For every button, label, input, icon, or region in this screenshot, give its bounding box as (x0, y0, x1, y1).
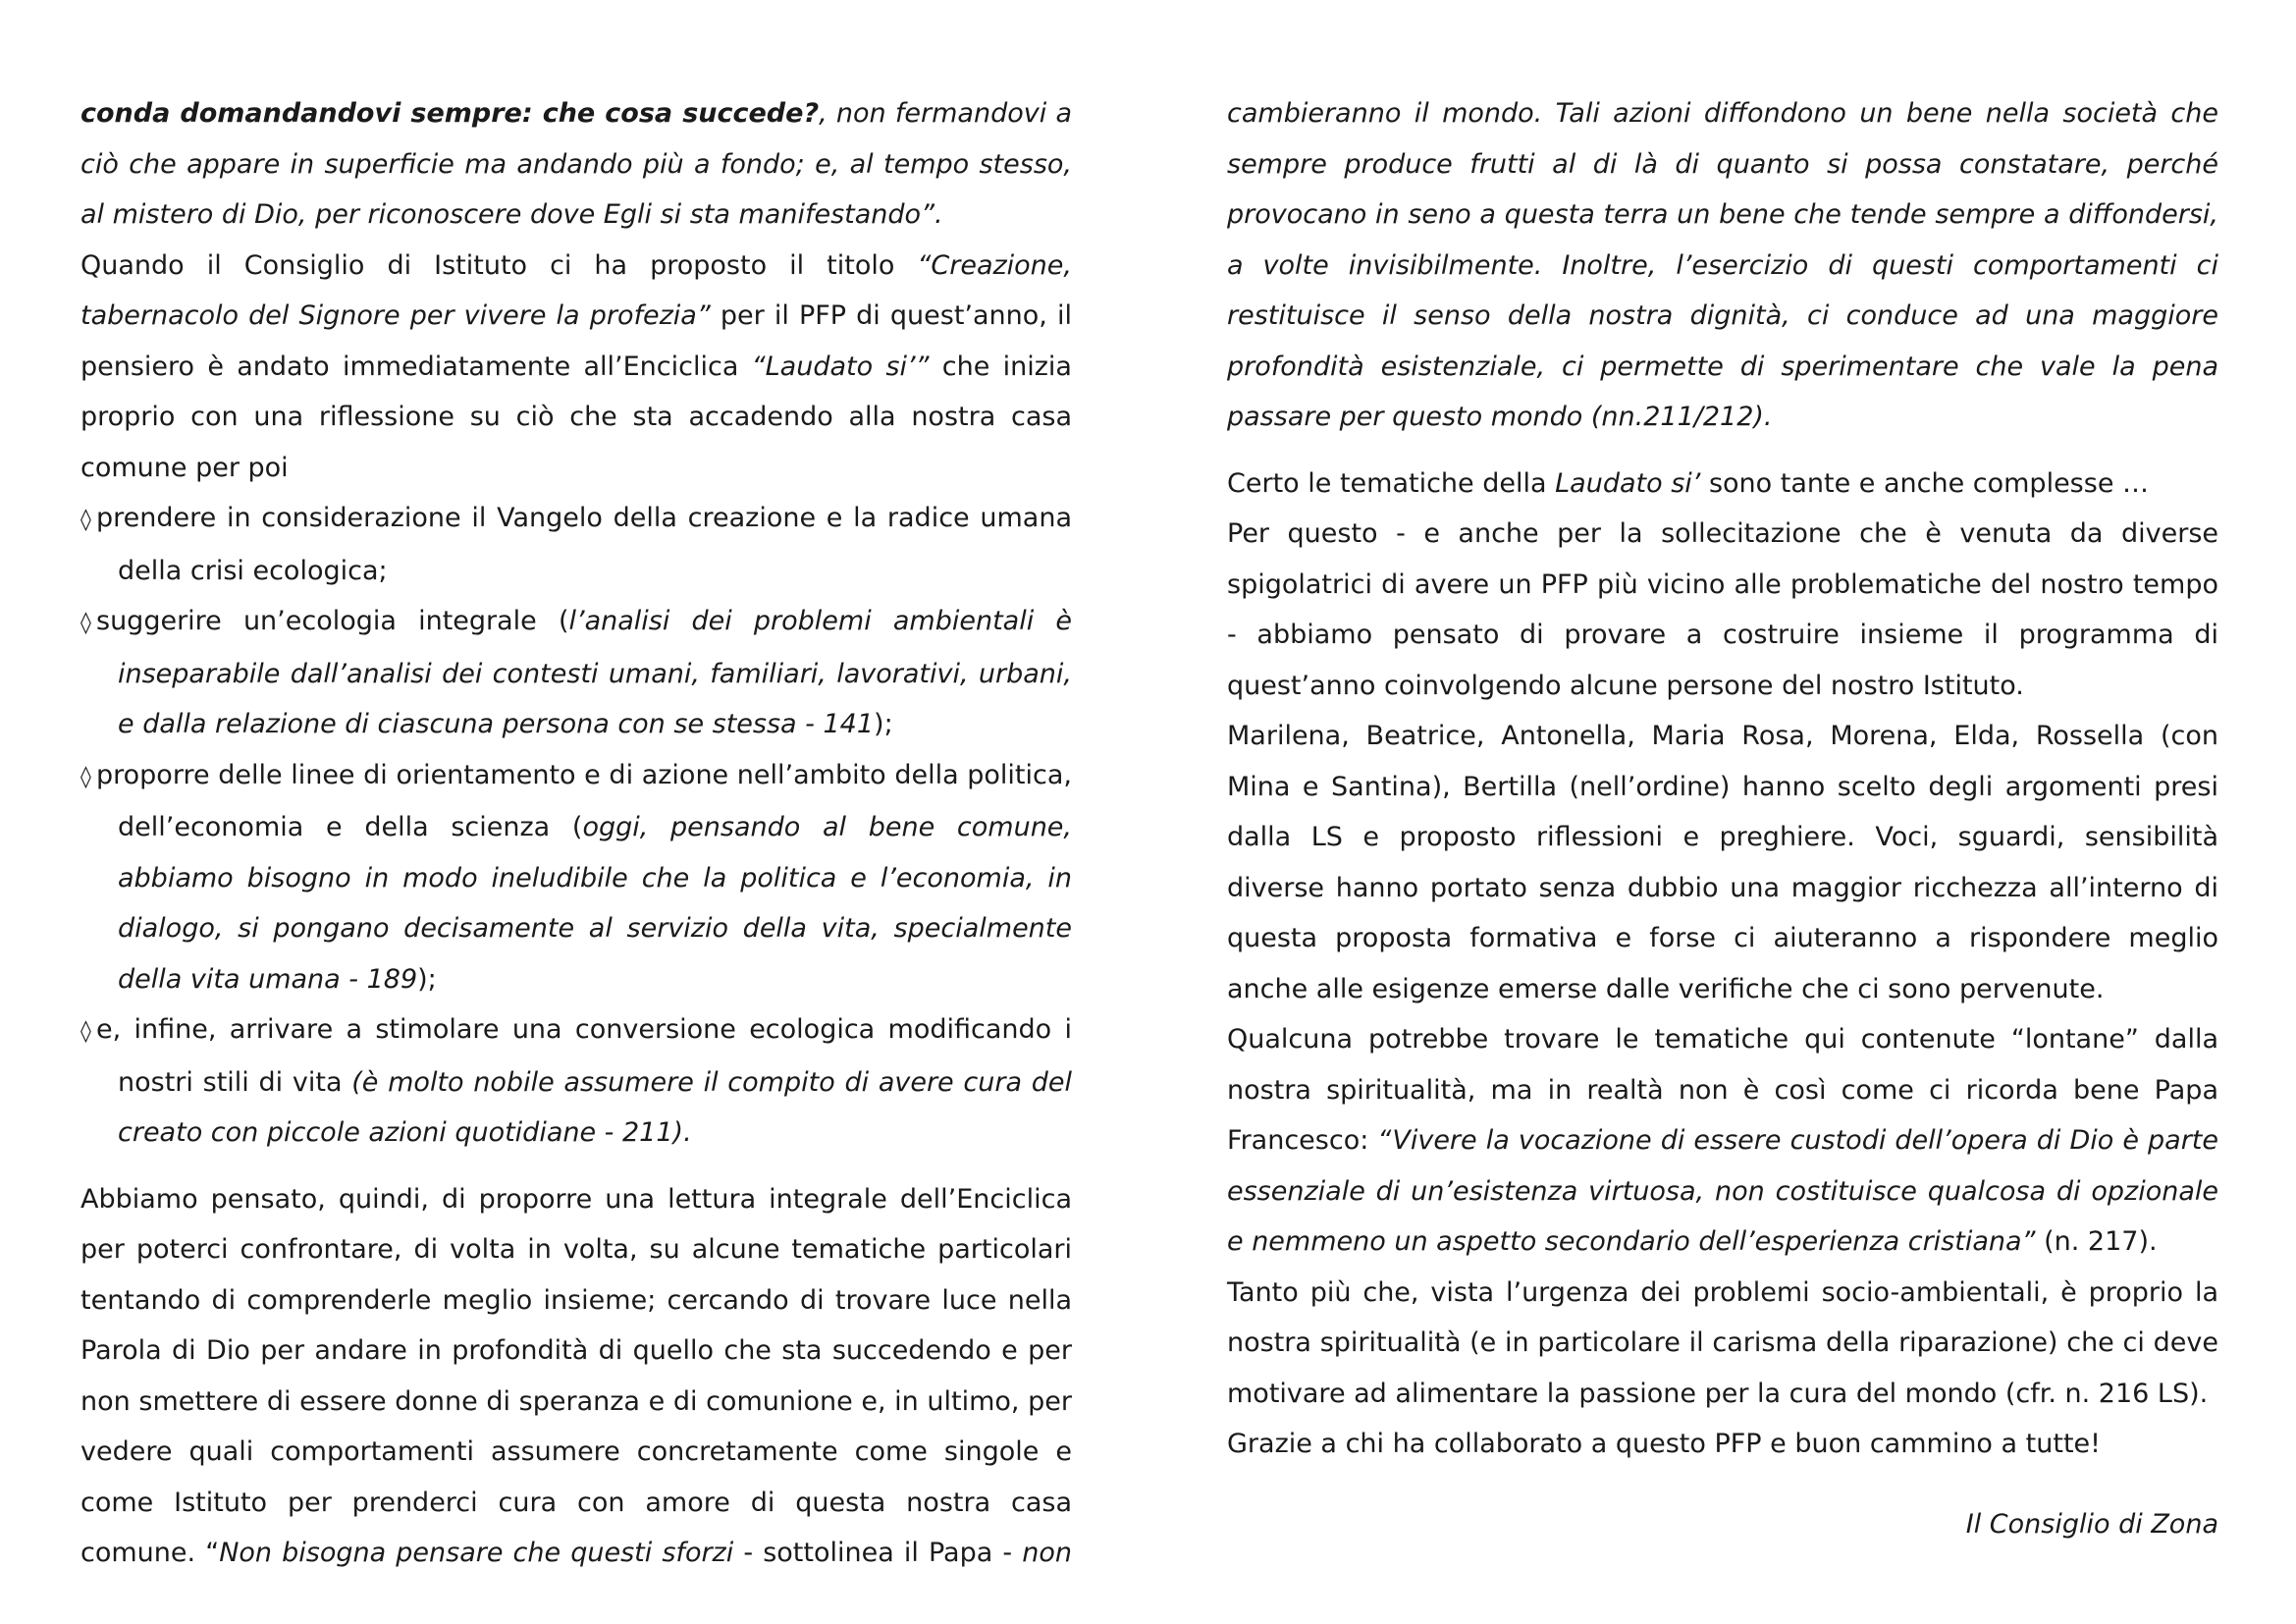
diamond-bullet-icon: ◊ (80, 764, 91, 789)
list-item (80, 596, 1072, 750)
diamond-bullet-icon: ◊ (80, 1019, 91, 1044)
list-item-text: suggerire un’ecologia integrale ( (96, 606, 569, 636)
pope-quote: “Vivere la vocazione di essere custodi dell’opera di Dio è parte essenziale di un’esistenza virtuosa, non costituisce qualcosa di opzionale e nemmeno un aspetto secondario dell’esperienza cristiana” (1227, 1125, 2219, 1257)
list-item-text: proporre delle linee di orientamento e di azione nell’ambito della politica, dell’economia e della scienza ( (96, 759, 1072, 842)
text: sono tante e anche complesse … (1700, 467, 2150, 499)
paragraph-title-context (80, 241, 1072, 494)
list-item-quote: (è molto nobile assumere il compito di avere cura del creato con piccole azioni quotidiane - 211). (118, 1066, 1072, 1148)
encyclical-title: Laudato si’ (1555, 467, 1701, 499)
text: (n. 217). (2035, 1226, 2158, 1257)
paragraph-contributors: Marilena, Beatrice, Antonella, Maria Rosa, Morena, Elda, Rossella (con Mina e Santina), Bertilla (nell’ordine) hanno scelto degli argomenti presi dalla LS e proposto riflessioni e preghiere. Voci, sguardi, sensibilità diverse hanno portato senza dubbio una maggior ricchezza all’interno di questa proposta formativa e forse ci aiuteranno a rispondere meglio anche alle esigenze emerse dalle verifiche che ci sono pervenute. (1227, 721, 2218, 1004)
list-item-quote: oggi, pensando al bene comune, abbiamo bisogno in modo ineludibile che la politica e l’economia, in dialogo, si pongano decisamente al servizio della vita, specialmente della vita umana - 189 (118, 812, 1073, 995)
text: per il PFP di quest’anno, il pensiero è andato immediatamente all’Enciclica (80, 300, 1072, 382)
emphasis-question: conda domandandovi sempre: che cosa succede? (80, 98, 820, 129)
text: - sottolinea il Papa - (733, 1538, 1023, 1568)
right-column (1227, 88, 2218, 1549)
quote-continuation: , non fermandovi a ciò che appare in superficie ma andando più a fondo; e, al tempo stesso, al mistero di Dio, per riconoscere dove Egli si sta manifestando”. (80, 98, 1072, 230)
signature (1227, 1499, 2218, 1550)
text: Certo le tematiche della (1227, 467, 1556, 499)
list-item (80, 493, 1072, 596)
encyclical-title: “Laudato si’” (751, 351, 930, 382)
list-item-text: prendere in considerazione il Vangelo della creazione e la radice umana della crisi ecologica; (96, 503, 1072, 586)
pope-quote: Non bisogna pensare che questi sforzi (219, 1538, 734, 1568)
list-item-text: ); (417, 963, 437, 995)
list-item (80, 1004, 1072, 1159)
left-column (80, 88, 1072, 1579)
paragraph-spirituality (1227, 1014, 2218, 1268)
title-quote: “Creazione, tabernacolo del Signore per vivere la profezia” (80, 249, 1072, 331)
pope-quote: non (1022, 1538, 1072, 1568)
list-item-quote: l’analisi dei problemi ambientali è inseparabile dall’analisi dei contesti umani, familiari, lavorativi, urbani, e dalla relazione di ciascuna persona con se stessa - 141 (118, 606, 1072, 739)
paragraph-themes (1227, 459, 2218, 510)
text: Abbiamo pensato, quindi, di proporre una lettura integrale dell’Enciclica per poterci confrontare, di volta in volta, su alcune tematiche particolari tentando di comprenderle meglio insieme; cercando di trovare luce nella Parola di Dio per andare in profondità di quello che sta succedendo e per non smettere di essere donne di speranza e di comunione e, in ultimo, per vedere quali comportamenti assumere concretamente come singole e come Istituto per prenderci cura con amore di questa nostra casa comune. “ (80, 1183, 1072, 1568)
list-item (80, 750, 1072, 1005)
text: Quando il Consiglio di Istituto ci ha proposto il titolo (80, 249, 918, 281)
diamond-bullet-icon: ◊ (80, 508, 91, 532)
paragraph-urgency: Tanto più che, vista l’urgenza dei problemi socio-ambientali, è proprio la nostra spiritualità (e in particolare il carisma della riparazione) che ci deve motivare ad alimentare la passione per la cura del mondo (cfr. n. 216 LS). (1227, 1276, 2218, 1409)
paragraph-thanks: Grazie a chi ha collaborato a questo PFP e buon cammino a tutte! (1227, 1429, 2101, 1459)
paragraph-intro (80, 88, 1072, 241)
text: che inizia proprio con una riflessione su ciò che sta accadendo alla nostra casa comune per poi (80, 351, 1072, 483)
paragraph-reading-plan (80, 1174, 1072, 1579)
paragraph-quote-continuation (1227, 88, 2218, 443)
signature-text: Il Consiglio di Zona (1965, 1508, 2218, 1540)
list-item-text: ); (874, 709, 893, 739)
paragraph-program: Per questo - e anche per la sollecitazione che è venuta da diverse spigolatrici di avere un PFP più vicino alle problematiche del nostro tempo - abbiamo pensato di provare a costruire insieme il programma di quest’anno coinvolgendo alcune persone del nostro Istituto. (1227, 518, 2218, 701)
pope-quote: cambieranno il mondo. Tali azioni diffondono un bene nella società che sempre produce frutti al di là di quanto si possa constatare, perché provocano in seno a questa terra un bene che tende sempre a diffondersi, a volte invisibilmente. Inoltre, l’esercizio di questi comportamenti ci restituisce il senso della nostra dignità, ci conduce ad una maggiore profondità esistenziale, ci permette di sperimentare che vale la pena passare per questo mondo (nn.211/212). (1227, 98, 2218, 432)
text: Qualcuna potrebbe trovare le tematiche qui contenute “lontane” dalla nostra spiritualità, ma in realtà non è così come ci ricorda bene Papa Francesco: (1227, 1024, 2218, 1156)
list-item-text: e, infine, arrivare a stimolare una conversione ecologica modificando i nostri stili di vita (96, 1014, 1072, 1098)
diamond-bullet-icon: ◊ (80, 611, 91, 635)
